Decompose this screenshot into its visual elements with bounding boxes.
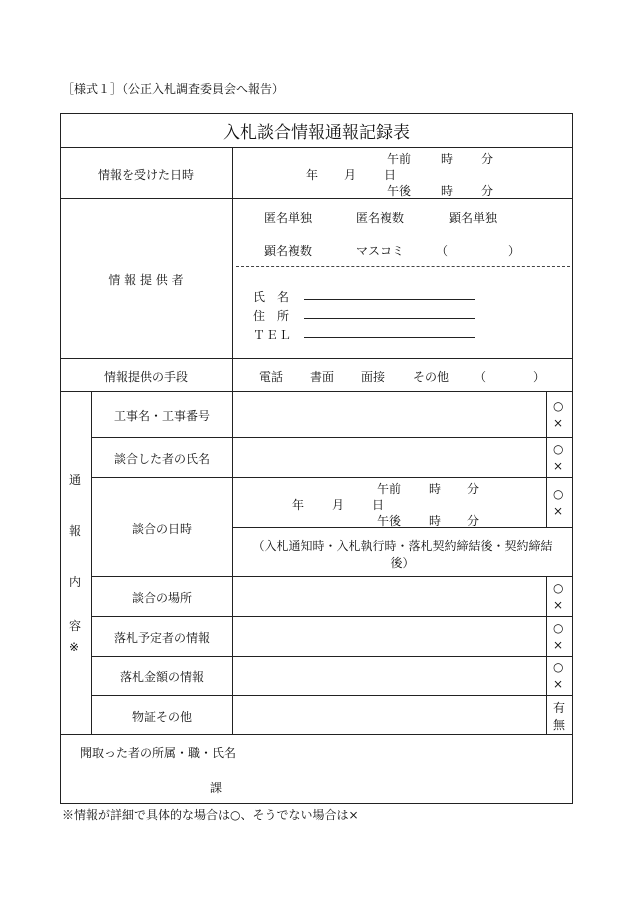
- option-anonymous-single[interactable]: 匿名単独: [264, 211, 313, 225]
- mark-colluders-no[interactable]: ×: [553, 459, 564, 473]
- row-label-colluders: 談合した者の氏名: [113, 452, 210, 466]
- row-label-evidence: 物証その他: [131, 710, 192, 724]
- mark-evidence-yes[interactable]: 有: [553, 701, 566, 715]
- row-label-winner-info: 落札予定者の情報: [113, 631, 210, 645]
- option-mass-media[interactable]: マスコミ: [356, 244, 405, 258]
- form-label: ［様式１］（公正入札調査委員会へ報告）: [62, 82, 285, 96]
- mark-datetime-yes[interactable]: ○: [553, 487, 564, 501]
- mark-evidence-no[interactable]: 無: [553, 718, 566, 732]
- tel-label: ＴＥＬ: [253, 328, 293, 342]
- name-label: 氏 名: [253, 290, 290, 304]
- option-named-single[interactable]: 顕名単独: [449, 211, 498, 225]
- means-document[interactable]: 書面: [310, 370, 335, 384]
- mark-place-no[interactable]: ×: [553, 598, 564, 612]
- address-label: 住 所: [253, 309, 290, 323]
- footnote: ※情報が詳細で具体的な場合は○、そうでない場合は×: [62, 808, 359, 822]
- tel-field[interactable]: [304, 337, 475, 338]
- mark-winner-no[interactable]: ×: [553, 638, 564, 652]
- option-other-paren: （ ）: [436, 244, 521, 258]
- listener-label: 聞取った者の所属・職・氏名: [80, 746, 237, 760]
- name-field[interactable]: [304, 299, 475, 300]
- mark-project-no[interactable]: ×: [553, 416, 564, 430]
- means-other[interactable]: その他: [413, 370, 450, 384]
- mark-place-yes[interactable]: ○: [553, 581, 564, 595]
- listener-dept: 課: [210, 781, 223, 795]
- table-title: 入札談合情報通報記録表: [223, 123, 410, 143]
- mark-project-yes[interactable]: ○: [553, 399, 564, 413]
- row-label-collusion-datetime: 談合の日時: [131, 522, 192, 536]
- mark-winner-yes[interactable]: ○: [553, 621, 564, 635]
- collusion-timing-note: （入札通知時・入札執行時・落札契約締結後・契約締結 後）: [252, 539, 553, 570]
- row-label-collusion-place: 談合の場所: [131, 591, 192, 605]
- mark-price-no[interactable]: ×: [553, 677, 564, 691]
- option-named-multiple[interactable]: 顕名複数: [264, 244, 313, 258]
- option-anonymous-multiple[interactable]: 匿名複数: [356, 211, 405, 225]
- row-label-price-info: 落札金額の情報: [119, 670, 204, 684]
- means-label: 情報提供の手段: [103, 370, 188, 384]
- mark-colluders-yes[interactable]: ○: [553, 442, 564, 456]
- means-phone[interactable]: 電話: [259, 370, 284, 384]
- row-label-project: 工事名・工事番号: [113, 409, 210, 423]
- address-field[interactable]: [304, 318, 475, 319]
- means-interview[interactable]: 面接: [361, 370, 386, 384]
- received-label: 情報を受けた日時: [97, 168, 194, 182]
- mark-price-yes[interactable]: ○: [553, 660, 564, 674]
- mark-datetime-no[interactable]: ×: [553, 504, 564, 518]
- provider-label: 情 報 提 供 者: [108, 273, 184, 287]
